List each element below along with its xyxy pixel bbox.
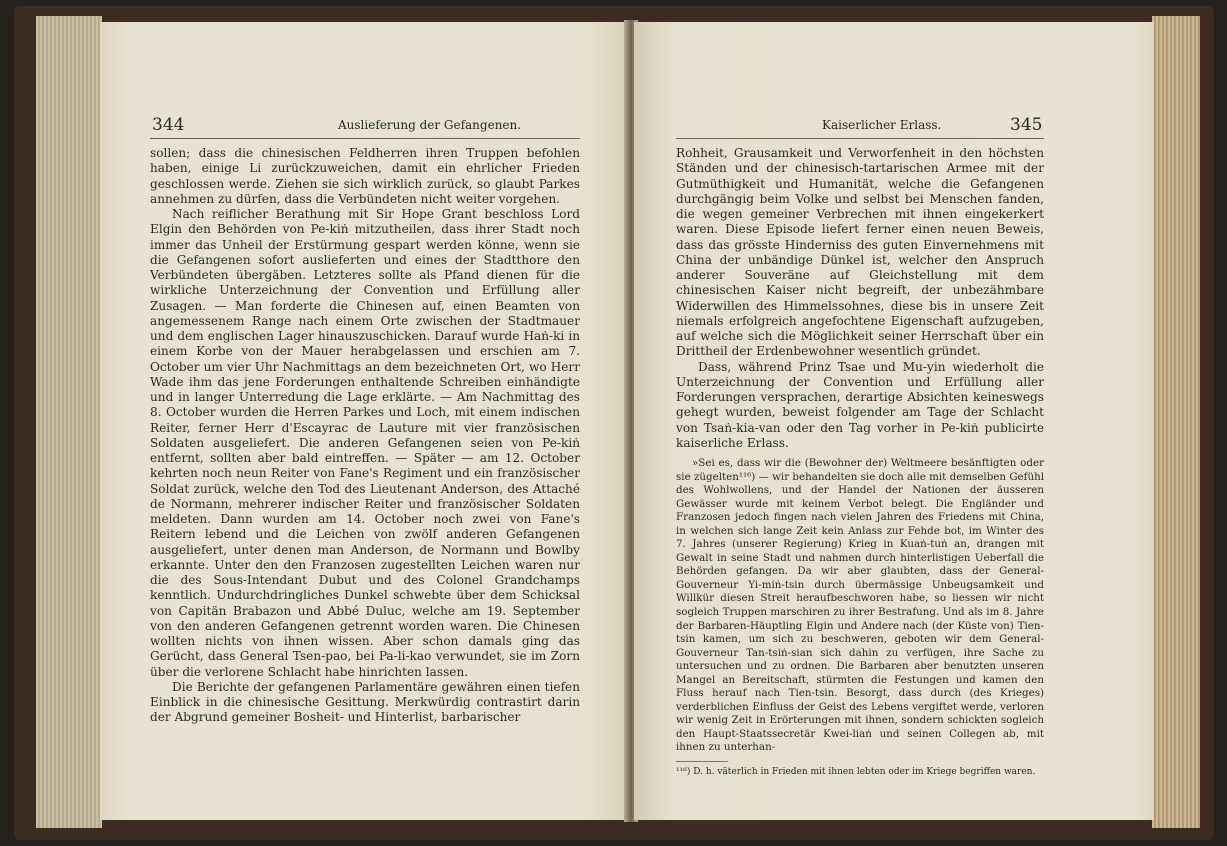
- left-page: [100, 22, 632, 820]
- quote-text: »Sei es, dass wir die (Bewohner der) Weltmeere besänftigten oder sie zügelten¹¹⁶) — wir behandelten sie doch alle mit demselben Gefühl des Wohlwollens, und der Handel der Nationen der äusseren Gewässer wurde mit keinem Verbot belegt. Die Engländer und Franzosen jedoch fingen nach vielen Jahren des Friedens mit China, in welchen sich lange Zeit kein Anlass zur Fehde bot, im Winter des 7. Jahres (unserer Regierung) Krieg in Kuaṅ-tuṅ an, drangen mit Gewalt in seine Stadt und nahmen durch hinterlistigen Ueberfall die Behörden gefangen. Da wir aber glaubten, dass der General-Gouverneur Yi-miṅ-tsin durch übermässige Unbeugsamkeit und Willkür diesen Streit heraufbeschworen habe, so liessen wir nicht sogleich Truppen marschiren zu ihrer Bestrafung. Und als im 8. Jahre der Barbaren-Häuptling Elgin und Andere nach (der Küste von) Tien-tsin kamen, um sich zu beschweren, geboten wir dem General-Gouverneur Tan-tsiṅ-sian sich dahin zu verfügen, ihre Sache zu untersuchen und zu ordnen. Die Barbaren aber benutzten unseren Mangel an Bereitschaft, stürmten die Festungen und kamen den Fluss herauf nach Tien-tsin. Besorgt, dass durch (des Krieges) verderblichen Einfluss der Geist des Lebens vergiftet werde, verloren wir wenig Zeit in Erörterungen mit ihnen, sondern schickten sogleich den Haupt-Staatssecretär Kwei-liaṅ und seinen Collegen ab, mit ihnen zu unterhan-: [676, 457, 1044, 754]
- running-head: Kaiserlicher Erlass.: [822, 118, 942, 132]
- page-number: 344: [152, 115, 185, 135]
- paragraph: Rohheit, Grausamkeit und Verworfenheit in den höchsten Ständen und der chinesisch-tartarischen Armee mit der Gutmüthigkeit und Humanität, welche die Gefangenen durchgängig beim Volke und selbst bei Menschen fanden, die wegen gemeiner Verbrechen mit ihnen eingekerkert waren. Diese Episode liefert ferner einen neuen Beweis, dass das grösste Hinderniss des guten Einvernehmens mit China der unbändige Dünkel ist, welcher den Anspruch anderer Souveräne auf Gleichstellung mit dem chinesischen Kaiser nicht begreift, der unbezähmbare Widerwillen des Himmelssohnes, diese bis in unsere Zeit niemals erfolgreich angefochtene Eigenschaft aufzugeben, auf welche sich die Möglichkeit seiner Herrschaft über ein Drittheil der Erdenbewohner wesentlich gründet.: [676, 146, 1044, 359]
- page-number: 345: [1010, 115, 1043, 135]
- right-body: [676, 146, 1044, 778]
- footnote-rule: [676, 761, 728, 762]
- head-rule: [150, 138, 580, 139]
- paragraph: Dass, während Prinz Tsae und Mu-yin wiederholt die Unterzeichnung der Convention und Erfüllung aller Forderungen versprachen, derartige Absichten keineswegs gehegt wurden, beweist folgender am Tage der Schlacht von Tsaṅ-kia-van oder den Tag vorher in Pe-kiṅ publicirte kaiserliche Erlass.: [676, 359, 1044, 450]
- left-page-edges: [36, 16, 102, 828]
- paragraph: Die Berichte der gefangenen Parlamentäre gewähren einen tiefen Einblick in die chinesische Gesittung. Merkwürdig contrastirt darin der Abgrund gemeiner Bosheit- und Hinterlist, barbarischer: [150, 679, 580, 725]
- paragraph: sollen; dass die chinesischen Feldherren ihren Truppen befohlen haben, einige Li zurückzuweichen, damit ein ehrlicher Frieden geschlossen werde. Ziehen sie sich wirklich zurück, so glaubt Parkes annehmen zu dürfen, dass die Verbündeten nicht weiter vorgehen.: [150, 146, 580, 206]
- footnote: ¹¹⁶) D. h. väterlich in Frieden mit ihnen lebten oder im Kriege begriffen waren.: [676, 767, 1036, 778]
- paragraph: Nach reiflicher Berathung mit Sir Hope Grant beschloss Lord Elgin den Behörden von Pe-kiṅ mitzutheilen, dass ihrer Stadt noch immer das Unheil der Erstürmung gespart werden könne, wenn sie die Gefangenen sofort auslieferten und eines der Stadtthore den Verbündeten übergäben. Letzteres sollte als Pfand dienen für die wirkliche Unterzeichnung der Convention und Erfüllung aller Zusagen. — Man forderte die Chinesen auf, einen Beamten von angemessenem Range nach einem Orte zwischen der Stadtmauer und dem englischen Lager hinauszuschicken. Darauf wurde Haṅ-ki in einem Korbe von der Mauer herabgelassen und erschien am 7. October um vier Uhr Nachmittags an dem bezeichneten Ort, wo Herr Wade ihm das jene Forderungen enthaltende Schreiben einhändigte und in langer Unterredung die Lage erklärte. — Am Nachmittag des 8. October wurden die Herren Parkes und Loch, mit einem indischen Reiter, ferner Herr d'Escayrac de Lauture mit vier französischen Soldaten ausgeliefert. Die anderen Gefangenen seien von Pe-kiṅ entfernt, sollten aber bald eintreffen. — Später — am 12. October kehrten noch neun Reiter von Fane's Regiment und ein französischer Soldat zurück, welche den Tod des Lieutenant Anderson, des Attaché de Normann, mehrerer indischer Reiter und französischer Soldaten meldeten. Dann wurden am 14. October noch zwei von Fane's Reitern lebend und die Leichen von zwölf anderen Gefangenen ausgeliefert, unter denen man Anderson, de Normann und Bowlby erkannte. Unter den den Franzosen zugestellten Leichen waren nur die des Sous-Intendant Dubut und des Colonel Grandchamps kenntlich. Undurchdringliches Dunkel schwebte über dem Schicksal von Capitän Brabazon und Abbé Duluc, welche am 19. September von den anderen Gefangenen getrennt worden waren. Die Chinesen wollten nichts von ihnen wissen. Aber schon damals ging das Gerücht, dass General Tsen-pao, bei Pa-li-kao verwundet, sie im Zorn über die verlorene Schlacht habe hinrichten lassen.: [150, 207, 580, 679]
- decree-quote: [676, 457, 1044, 755]
- left-body: [150, 146, 580, 726]
- running-head: Auslieferung der Gefangenen.: [338, 118, 522, 132]
- head-rule: [676, 138, 1044, 139]
- right-page-edges: [1152, 16, 1200, 828]
- right-page: [634, 22, 1154, 820]
